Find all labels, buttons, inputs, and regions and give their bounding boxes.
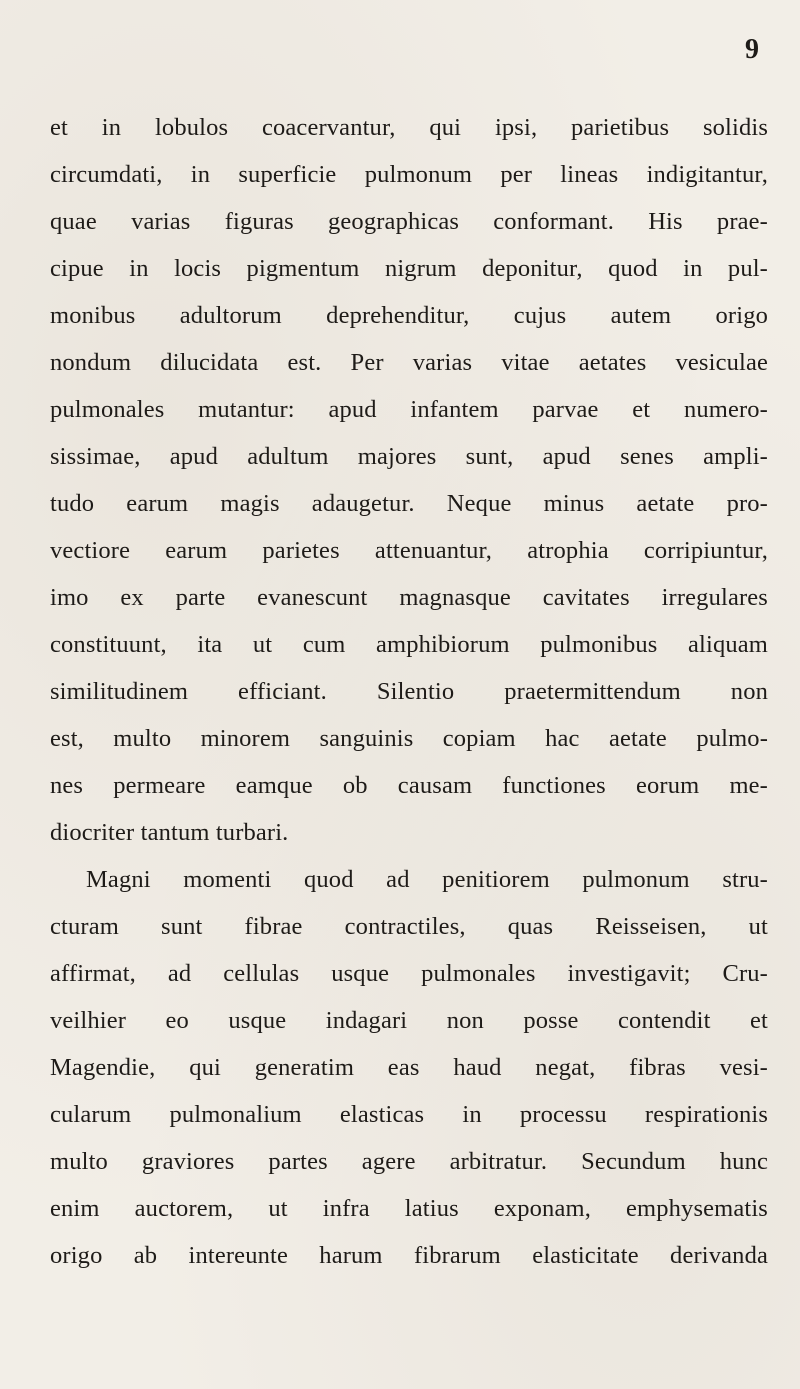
text-line: affirmat, ad cellulas usque pulmonales investigavit; Cru- — [50, 960, 768, 987]
text-line: circumdati, in superficie pulmonum per lineas indigitantur, — [50, 161, 768, 188]
text-line: est, multo minorem sanguinis copiam hac aetate pulmo- — [50, 725, 768, 752]
text-line: nes permeare eamque ob causam functiones eorum me- — [50, 772, 768, 799]
text-line: origo ab intereunte harum fibrarum elasticitate derivanda — [50, 1242, 768, 1269]
text-line: pulmonales mutantur: apud infantem parvae et numero- — [50, 396, 768, 423]
text-line: tudo earum magis adaugetur. Neque minus aetate pro- — [50, 490, 768, 517]
text-line: similitudinem efficiant. Silentio praetermittendum non — [50, 678, 768, 705]
body-text — [50, 104, 768, 1279]
text-line: et in lobulos coacervantur, qui ipsi, parietibus solidis — [50, 114, 768, 141]
text-line: vectiore earum parietes attenuantur, atrophia corripiuntur, — [50, 537, 768, 564]
page-number: 9 — [745, 34, 759, 65]
text-line: monibus adultorum deprehenditur, cujus autem origo — [50, 302, 768, 329]
text-line: Magni momenti quod ad penitiorem pulmonum stru- — [86, 866, 768, 893]
text-line: imo ex parte evanescunt magnasque cavitates irregulares — [50, 584, 768, 611]
text-line: cularum pulmonalium elasticas in processu respirationis — [50, 1101, 768, 1128]
text-line: diocriter tantum turbari. — [50, 819, 289, 846]
text-line: multo graviores partes agere arbitratur. Secundum hunc — [50, 1148, 768, 1175]
text-line: nondum dilucidata est. Per varias vitae aetates vesiculae — [50, 349, 768, 376]
text-line: enim auctorem, ut infra latius exponam, emphysematis — [50, 1195, 768, 1222]
text-line: cturam sunt fibrae contractiles, quas Reisseisen, ut — [50, 913, 768, 940]
text-line: cipue in locis pigmentum nigrum deponitur, quod in pul- — [50, 255, 768, 282]
text-line: quae varias figuras geographicas conformant. His prae- — [50, 208, 768, 235]
text-line: sissimae, apud adultum majores sunt, apud senes ampli- — [50, 443, 768, 470]
text-line: veilhier eo usque indagari non posse contendit et — [50, 1007, 768, 1034]
text-line: Magendie, qui generatim eas haud negat, fibras vesi- — [50, 1054, 768, 1081]
text-line: constituunt, ita ut cum amphibiorum pulmonibus aliquam — [50, 631, 768, 658]
